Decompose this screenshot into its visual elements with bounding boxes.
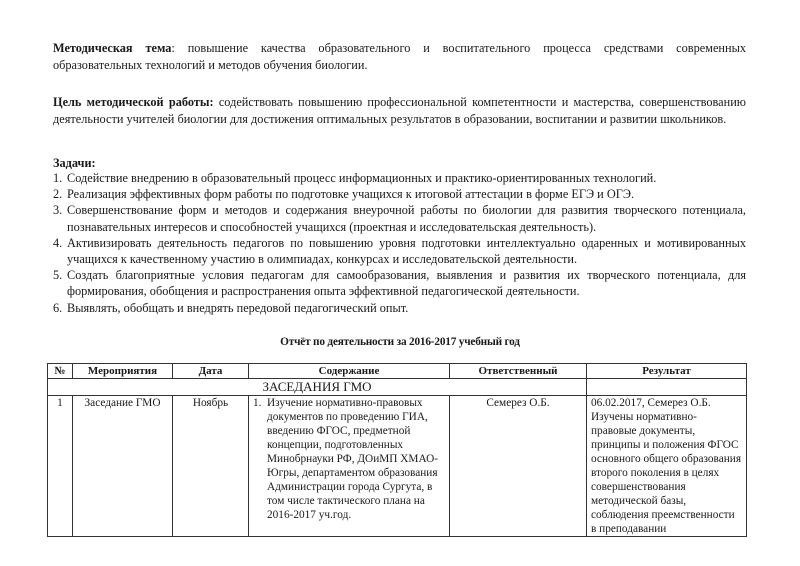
cell-date: Ноябрь	[173, 396, 249, 537]
report-table	[47, 363, 747, 537]
task-text: Активизировать деятельность педагогов по повышению уровня подготовки интеллектуально одаренных и мотивированных учащихся к качественному участию в олимпиадах, конкурсах и исследовательской деятельности.	[67, 235, 746, 267]
table-row	[48, 396, 747, 537]
column-header-responsible: Ответственный	[450, 364, 587, 379]
section-empty-cell	[587, 379, 747, 396]
task-number: 2.	[53, 187, 63, 202]
task-item	[53, 170, 746, 186]
task-number: 3.	[53, 203, 63, 218]
content-item-number: 1.	[253, 397, 262, 409]
task-text: Выявлять, обобщать и внедрять передовой педагогический опыт.	[67, 300, 409, 315]
column-header-content: Содержание	[249, 364, 450, 379]
task-item	[53, 300, 746, 316]
column-header-number: №	[48, 364, 73, 379]
task-item	[53, 202, 746, 234]
task-item	[53, 267, 746, 299]
task-text: Реализация эффективных форм работы по подготовке учащихся к итоговой аттестации в форме ЕГЭ и ОГЭ.	[67, 187, 635, 202]
column-header-date: Дата	[173, 364, 249, 379]
goal-text: содействовать повышению профессиональной компетентности и мастерства, совершенствованию деятельности учителей биологии для достижения оптимальных результатов в образовании, воспитании и развитии школьников.	[53, 95, 746, 126]
content-item-text: Изучение нормативно-правовых документов по проведению ГИА, введению ФГОС, предметной концепции, подготовленных Минобрнауки РФ, ДОиМП ХМАО-Югры, департаментом образования Администрации города Сургута, в том числе тактического плана на 2016-2017 уч.год.	[267, 397, 438, 521]
report-title: Отчёт по деятельности за 2016-2017 учебный год	[280, 336, 520, 348]
content-item	[253, 396, 445, 522]
task-text: Создать благоприятные условия педагогам для самообразования, выявления и развития их творческого потенциала, для формирования, обобщения и распространения опыта эффективной педагогической деятельности.	[67, 268, 746, 299]
task-item	[53, 186, 746, 202]
cell-number: 1	[48, 396, 73, 537]
task-number: 4.	[53, 235, 63, 250]
task-item	[53, 235, 746, 267]
column-header-event: Мероприятия	[73, 364, 173, 379]
methodical-theme-text: : повышение качества образовательного и воспитательного процесса средствами современных образовательных технологий и методов обучения биологии.	[53, 41, 746, 72]
methodical-theme-label: Методическая тема	[53, 41, 172, 55]
section-title: ЗАСЕДАНИЯ ГМО	[48, 379, 587, 396]
cell-content	[249, 396, 450, 537]
cell-event: Заседание ГМО	[73, 396, 173, 537]
table-header-row	[48, 364, 747, 379]
tasks-heading: Задачи:	[53, 156, 96, 170]
cell-responsible: Семерез О.Б.	[450, 396, 587, 537]
goal-label: Цель методической работы:	[53, 95, 214, 109]
methodical-theme-paragraph	[53, 40, 746, 74]
tasks-list	[53, 170, 746, 316]
task-number: 1.	[53, 171, 63, 185]
goal-paragraph	[53, 94, 746, 128]
cell-result: 06.02.2017, Семерез О.Б. Изучены нормативно-правовые документы, принципы и положения ФГОС основного общего образования второго поколения в целях совершенствования методической базы, соблюдения преемственности в преподавании	[587, 396, 747, 537]
task-number: 6.	[53, 300, 63, 315]
task-text: Содействие внедрению в образовательный процесс информационных и практико-ориентированных технологий.	[67, 171, 657, 185]
section-row	[48, 379, 747, 396]
task-text: Совершенствование форм и методов и содержания внеурочной работы по биологии для развития творческого потенциала, познавательных интересов и способностей учащихся (проектная и исследовательская деятельность).	[67, 203, 746, 234]
task-number: 5.	[53, 268, 63, 283]
column-header-result: Результат	[587, 364, 747, 379]
